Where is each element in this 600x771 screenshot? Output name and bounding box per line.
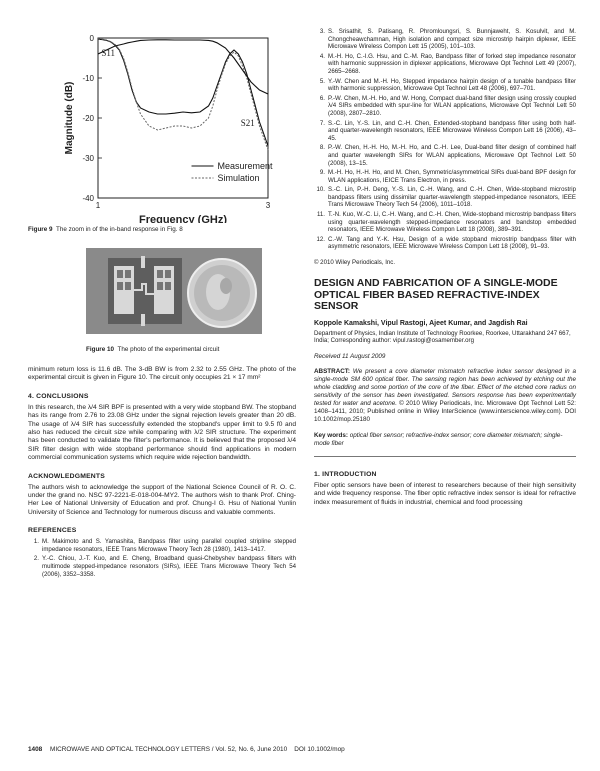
abstract-label: ABSTRACT:	[314, 367, 351, 375]
keywords	[314, 432, 576, 448]
doi: DOI 10.1002/mop	[294, 746, 345, 753]
y-tick-label: -40	[82, 194, 94, 203]
references-heading: REFERENCES	[28, 527, 77, 535]
introduction-heading: 1. INTRODUCTION	[314, 470, 377, 478]
series-line-3	[98, 40, 268, 94]
figure-10-caption-text: The photo of the experimental circuit	[117, 346, 220, 353]
reference-item: 8. P.-W. Chen, H.-H. Ho, M.-H. Ho, and C.-H. Lee, Dual-band filter design of combined half and quarter wavelength SIRs for WLAN applications, Microwave Opt Technol Lett 50 (2008), 13–15.	[319, 144, 576, 167]
y-tick-label: 0	[89, 34, 94, 43]
reference-item: 12. C.-W. Tang and Y.-K. Hsu, Design of a wide stopband microstrip bandpass filter with asymmetric resonators, IEEE Microwave Wireless Compon Lett 18 (2008), 91–93.	[316, 235, 576, 251]
page-number: 1408	[28, 746, 43, 753]
reference-item: 1. M. Makimoto and S. Yamashita, Bandpass filter using parallel coupled stripline stepped impedance resonators, IEEE Trans Microwave Theory Tech 28 (1980), 1413–1417.	[33, 538, 296, 553]
reference-item: 2. Y.-C. Chiou, J.-T. Kuo, and E. Cheng, Broadband quasi-Chebyshev bandpass filters with multimode stepped-impedance resonators (SIRs), IEEE Trans Microwave Theory Tech 54 (2006), 3352–3358.	[33, 555, 296, 578]
references-list-left	[28, 538, 296, 578]
reference-item: 11. T.-N. Kuo, W.-C. Li, C.-H. Wang, and C.-H. Chen, Wide-stopband microstrip bandpass filters using quarter-wavelength stepped-impedance resonators and bandstop embedded resonators, IEEE Microwave Wireless Compon Lett 18 (2008), 389–391.	[316, 211, 577, 234]
references-list-right	[314, 28, 576, 251]
acknowledgments-paragraph: The authors wish to acknowledge the support of the National Science Council of R. O. C. under the grand no. NSC 97-2221-E-018-004-MY2. The authors wish to thank Prof. Ching-Her Lee of National University of Education and prof. Chung-I G. Hsu of National Yunlin University of Science and Technology for numerous discuss and valuable comments.	[28, 483, 296, 516]
figure-10-caption	[86, 346, 296, 354]
right-column	[314, 28, 576, 507]
legend-label-measurement: Measurement	[217, 161, 273, 171]
copyright-line: © 2010 Wiley Periodicals, Inc.	[314, 259, 396, 267]
article-authors: Koppole Kamakshi, Vipul Rastogi, Ajeet Kumar, and Jagdish Rai	[314, 319, 528, 327]
legend-label-simulation: Simulation	[217, 173, 260, 183]
left-column	[28, 28, 296, 580]
x-tick-label: 1	[95, 201, 101, 210]
reference-item: 3. S. Srisathit, S. Patisang, R. Phromloungsri, S. Bunnjaweht, S. Kosulvit, and M. Chongcheawchamnan, High isolation and compact size microstrip hairpin diplexer, IEEE Microwave Wireless Compon Lett 15 (2005), 101–103.	[319, 28, 576, 51]
x-tick-label: 3	[265, 201, 271, 210]
reference-item: 4. M.-H. Ho, C.-I.G. Hsu, and C.-M. Rao, Bandpass filter of forked step impedance resonator with harmonic suppression in diplexer applications, Microwave Opt Technol Lett 49 (2007), 2665–2668.	[319, 52, 576, 75]
figure-9-label: Figure 9	[28, 226, 53, 233]
figure-10-label: Figure 10	[86, 346, 114, 353]
annotation-s11: S11	[101, 48, 116, 58]
circuit-photo-image	[86, 248, 262, 334]
figure-9-caption-text: The zoom in of the in-band response in Fig. 8	[56, 226, 183, 233]
results-paragraph: minimum return loss is 11.6 dB. The 3-dB BW is from 2.32 to 2.55 GHz. The photo of the experimental circuit is given in Figure 10. The circuit only occupies 21 × 17 mm²	[28, 366, 296, 382]
reference-item: 5. Y.-W. Chen and M.-H. Ho, Stepped impedance hairpin design of a tunable bandpass filter with harmonic suppression, Microwave Opt Technol Lett 48 (2006), 697–701.	[319, 77, 576, 93]
article-affiliation: Department of Physics, Indian Institute of Technology Roorkee, Roorkee, Uttarakhand 247 667, India; Corresponding author: vipul.rastogi@osamember.org	[314, 329, 571, 345]
conclusions-heading: 4. CONCLUSIONS	[28, 392, 89, 400]
article-title: DESIGN AND FABRICATION OF A SINGLE-MODE OPTICAL FIBER BASED REFRACTIVE-INDEX SENSOR	[314, 277, 558, 313]
page-footer	[28, 746, 576, 753]
y-tick-label: -30	[82, 154, 94, 163]
figure-9-svg	[28, 28, 296, 223]
y-tick-label: -20	[82, 114, 94, 123]
abstract-text: We present a core diameter mismatch refractive index sensor designed in a single-mode SM 600 optical fiber. The sensing region has been achieved by etching out the whole cladding and some portion of the core of the fiber. Effect of the etched core radius on sensitivity of the sensor has been investigated. Sensors response has been experimentally tested for water and acetone.	[314, 367, 576, 407]
series-line-1	[98, 39, 268, 146]
keywords-label: Key words:	[314, 431, 348, 439]
reference-item: 6. P.-W. Chen, M.-H. Ho, and W. Hong, Compact dual-band filter design using crossly coupled λ/4 SIRs embedded with spur-line for WLAN applications, Microwave Opt Technol Lett 50 (2008), 2807–2810.	[319, 94, 576, 117]
introduction-paragraph: Fiber optic sensors have been of interest to researchers because of their high sensitivity and wide frequency response. The fiber optic refractive index sensor is ideal for refractive index measurement of fluids in industrial, chemical and food processing	[314, 481, 576, 506]
y-axis-label: Magnitude (dB)	[64, 81, 75, 155]
keywords-text: optical fiber sensor; refractive-index sensor; core diameter mismatch; single-mode fiber	[314, 431, 563, 447]
conclusions-paragraph: In this research, the λ/4 SIR BPF is presented with a very wide stopband BW. The stopband has its range from 2.76 to 23.08 GHz under the signal rejection levels greater than 20 dB. The usage of λ/4 SIR has successfully extended the stopband's upper limit to 9.5 f0 and also has reduced the circuit size while comparing with λ/2 SIR structure. The experiment has been conducted to validate the filter's performance. It is believed that the proposed λ/4 SIR filter design with wide stopband performance should find applications in modern commercial communication systems which require wide rejection bandwidth.	[28, 403, 296, 462]
abstract-tail: © 2010 Wiley Periodicals, Inc. Microwave Opt Technol Lett 52: 1408–1411, 2010; Published online in Wiley InterScience (www.interscience.wiley.com). DOI 10.1002/mop.25180	[314, 399, 577, 423]
received-date: Received 11 August 2009	[314, 352, 386, 360]
reference-item: 7. S.-C. Lin, Y.-S. Lin, and C.-H. Chen, Extended-stopband bandpass filter using both half- and quarter-wavelength resonators, IEEE Microwave Wireless Compon Lett 16 (2006), 43–45.	[319, 119, 576, 142]
figure-9-caption	[28, 226, 296, 234]
abstract	[314, 368, 576, 424]
y-tick-label: -10	[82, 74, 94, 83]
journal-info: MICROWAVE AND OPTICAL TECHNOLOGY LETTERS / Vol. 52, No. 6, June 2010	[50, 746, 288, 753]
x-axis-label: Frequency (GHz)	[138, 214, 228, 223]
series-line-2	[98, 39, 268, 150]
reference-item: 9. M.-H. Ho, H.-H. Ho, and M. Chen, Symmetric/asymmetrical SIRs dual-band BPF design for WLAN applications, IEICE Trans Electron, in press.	[319, 169, 576, 184]
annotation-s21: S21	[240, 118, 255, 128]
figure-10-photo	[86, 248, 262, 334]
divider	[314, 456, 576, 457]
figure-9-chart	[28, 28, 296, 223]
acknowledgments-heading: ACKNOWLEDGMENTS	[28, 472, 106, 480]
reference-item: 10. S.-C. Lin, P.-H. Deng, Y.-S. Lin, C.-H. Wang, and C.-H. Chen, Wide-stopband microstrip bandpass filters using dissimilar quarter-wavelength stepped-impedance resonators, IEEE Trans Microwave Theory Tech 54 (2006), 1011–1018.	[316, 186, 576, 209]
